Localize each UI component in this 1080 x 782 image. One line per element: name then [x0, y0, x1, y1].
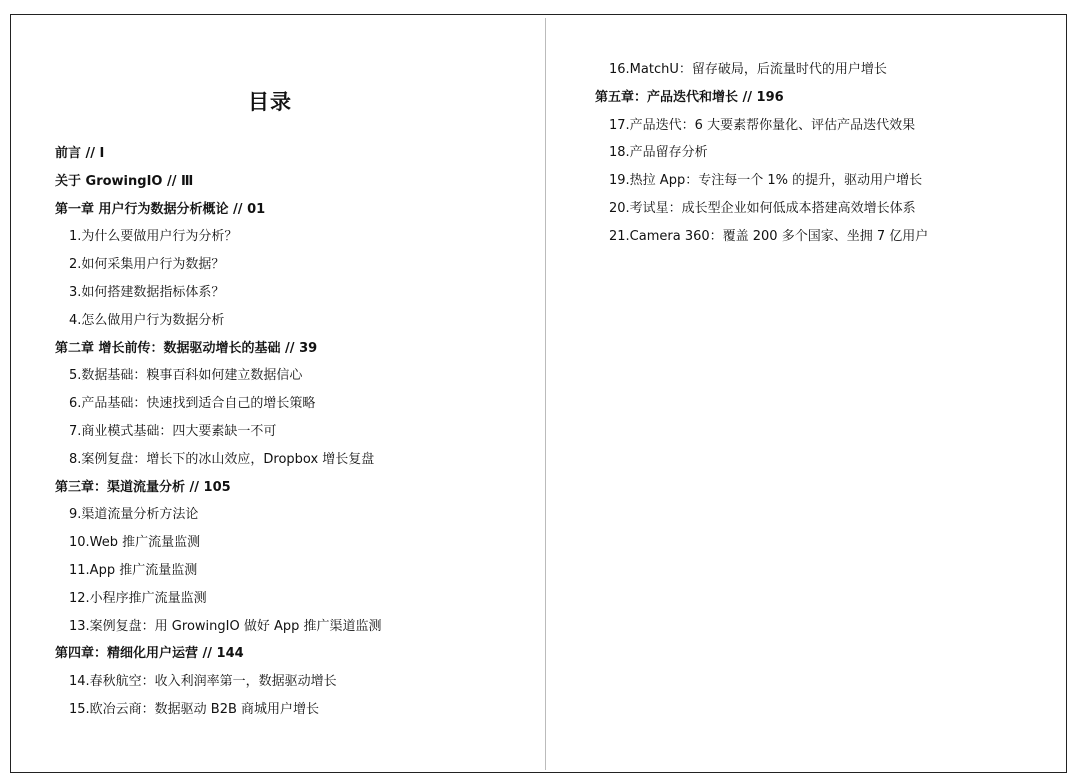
toc-chapter-heading: 第二章 增长前传：数据驱动增长的基础 // 39	[55, 340, 318, 356]
toc-chapter-heading: 第一章 用户行为数据分析概论 // 01	[55, 201, 266, 217]
toc-entry: 16.MatchU：留存破局，后流量时代的用户增长	[609, 62, 887, 77]
toc-chapter-heading: 第三章：渠道流量分析 // 105	[55, 479, 231, 495]
toc-entry: 4.怎么做用户行为数据分析	[69, 312, 225, 328]
toc-entry: 11.App 推广流量监测	[69, 562, 198, 578]
toc-entry: 13.案例复盘：用 GrowingIO 做好 App 推广渠道监测	[69, 618, 382, 634]
toc-entry: 12.小程序推广流量监测	[69, 590, 207, 606]
toc-entry: 18.产品留存分析	[609, 145, 708, 161]
toc-entry: 2.如何采集用户行为数据？	[69, 257, 225, 273]
toc-entry: 1.为什么要做用户行为分析？	[69, 229, 238, 245]
toc-entry: 3.如何搭建数据指标体系？	[69, 284, 225, 300]
toc-entry: 21.Camera 360：覆盖 200 多个国家、坐拥 7 亿用户	[609, 228, 929, 244]
toc-entry: 6.产品基础：快速找到适合自己的增长策略	[69, 396, 316, 412]
toc-entry: 14.春秋航空：收入利润率第一，数据驱动增长	[69, 674, 337, 690]
toc-entry: 15.欧冶云商：数据驱动 B2B 商城用户增长	[69, 701, 320, 717]
toc-entry: 17.产品迭代：6 大要素帮你量化、评估产品迭代效果	[609, 117, 916, 133]
toc-entry: 7.商业模式基础：四大要素缺一不可	[69, 423, 277, 439]
toc-chapter-heading: 第四章：精细化用户运营 // 144	[55, 646, 244, 662]
toc-entry: 19.热拉 App：专注每一个 1% 的提升，驱动用户增长	[609, 173, 923, 189]
toc-entry: 8.案例复盘：增长下的冰山效应，Dropbox 增长复盘	[69, 451, 375, 467]
toc-chapter-heading: 前言 // Ⅰ	[55, 146, 105, 161]
page-title: 目录	[248, 90, 292, 114]
toc-right-column	[595, 58, 928, 253]
toc-chapter-heading: 第五章：产品迭代和增长 // 196	[595, 89, 784, 105]
toc-entry: 10.Web 推广流量监测	[69, 535, 201, 551]
toc-chapter-heading: 关于 GrowingIO // Ⅲ	[55, 173, 194, 189]
toc-left-column	[55, 142, 382, 726]
toc-entry: 20.考试星：成长型企业如何低成本搭建高效增长体系	[609, 200, 916, 216]
toc-entry: 9.渠道流量分析方法论	[69, 507, 199, 523]
toc-entry: 5.数据基础：糗事百科如何建立数据信心	[69, 368, 303, 384]
page-divider	[545, 18, 546, 770]
